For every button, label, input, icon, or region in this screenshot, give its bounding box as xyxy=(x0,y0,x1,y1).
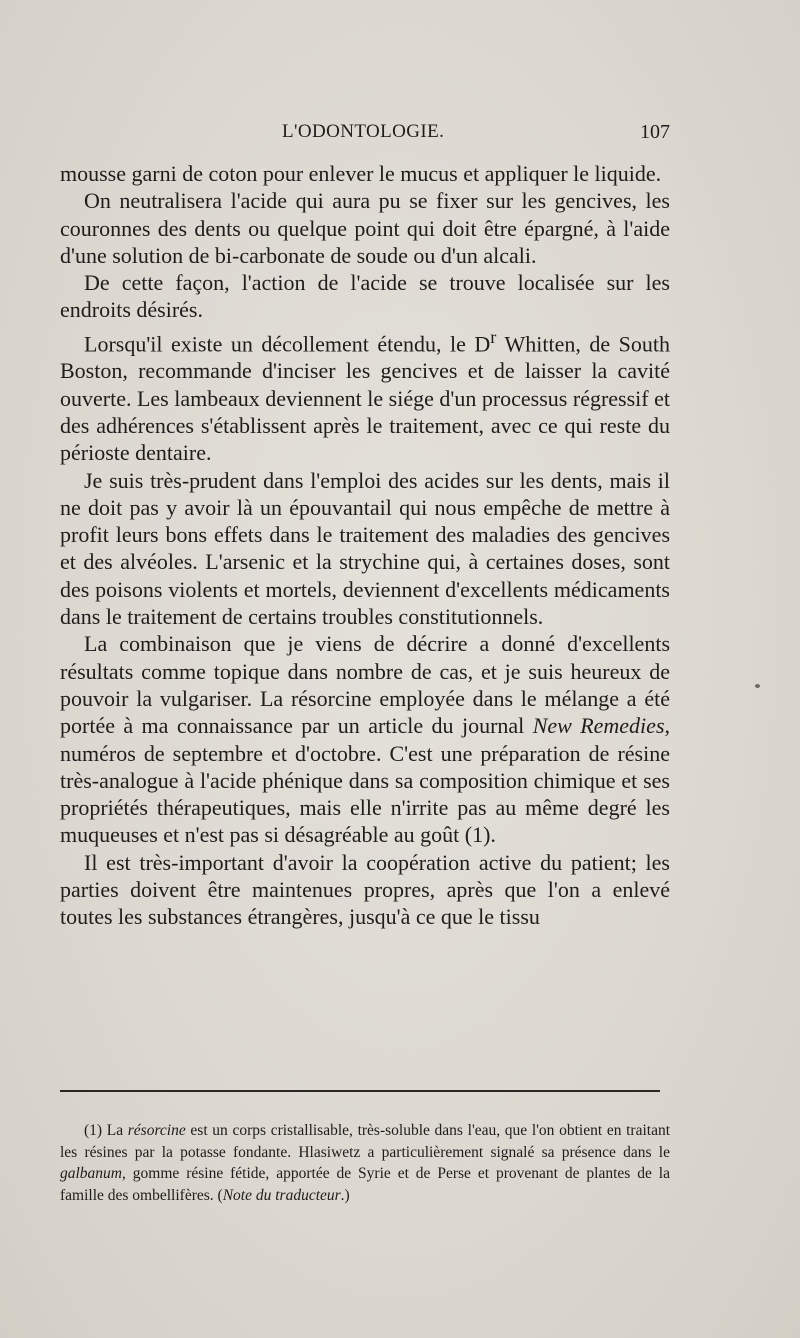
paper-speck xyxy=(755,684,760,688)
paragraph xyxy=(60,467,670,631)
text-segment: De cette façon, l'action de l'acide se trouve localisée sur les endroits désirés. xyxy=(60,270,670,323)
text-segment: (1) La xyxy=(84,1122,128,1139)
text-segment: La combinaison que je viens de décrire a donné d'excellents résultats comme topique dans nombre de cas, et je suis heureux de pouvoir la vulgariser. La résorcine employée dans le mélange a été portée à ma connaissance par un article du journal xyxy=(60,631,670,739)
text-segment: .) xyxy=(340,1186,350,1204)
paragraph xyxy=(60,269,670,324)
italic-term: galbanum xyxy=(60,1165,122,1182)
text-segment: Whitten, de South Boston, recommande d'inciser les gencives et de laisser la cavité ouverte. Les lambeaux deviennent le siége d'un processus régressif et des adhérences s'établissent après le traitement, avec ce qui reste du périoste dentaire. xyxy=(60,331,670,466)
italic-term: Note du traducteur xyxy=(222,1186,341,1204)
text-segment: Lorsqu'il existe un décollement étendu, le D xyxy=(84,331,491,357)
paragraph xyxy=(60,187,670,269)
text-segment: est un corps cristallisable, très-soluble dans l'eau, que l'on obtient en traitant les résines par la potasse fondante. Hlasiwetz a particulièrement signalé sa présence dans le xyxy=(60,1122,671,1161)
paragraph xyxy=(60,324,670,467)
body-text xyxy=(60,160,670,931)
paragraph xyxy=(60,630,670,848)
text-segment: Il est très-important d'avoir la coopération active du patient; les parties doivent être maintenues propres, après que l'on a enlevé toutes les substances étrangères, jusqu'à ce que le tissu xyxy=(60,849,670,930)
superscript-text: r xyxy=(490,326,497,347)
journal-title: New Remedies xyxy=(532,713,665,739)
text-segment: , numéros de septembre et d'octobre. C'est une préparation de résine très-analogue à l'acide phénique dans sa composition chimique et ses propriétés thérapeutiques, mais elle n'irrite pas au même degré les muqueuses et n'est pas si désagréable au goût (1). xyxy=(60,713,670,848)
paragraph xyxy=(60,160,670,187)
text-segment: Je suis très-prudent dans l'emploi des acides sur les dents, mais il ne doit pas y avoir là un épouvantail qui nous empêche de mettre à profit leurs bons effets dans le traitement des maladies des gencives et des alvéoles. L'arsenic et la strychine qui, à certaines doses, sont des poisons violents et mortels, deviennent d'excellents médicaments dans le traitement de certains troubles constitutionnels. xyxy=(60,467,670,630)
text-segment: On neutralisera l'acide qui aura pu se fixer sur les gencives, les couronnes des dents ou quelque point qui doit être épargné, à l'aide d'une solution de bi-carbonate de soude ou d'un alcali. xyxy=(60,188,670,268)
text-segment: , gomme résine fétide, apportée de Syrie et de Perse et provenant de plantes de la famille des ombellifères. ( xyxy=(60,1165,670,1204)
text-segment: mousse garni de coton pour enlever le mucus et appliquer le liquide. xyxy=(60,161,662,186)
paragraph xyxy=(60,849,670,931)
italic-term: résorcine xyxy=(127,1122,186,1139)
footnote xyxy=(60,1120,670,1206)
page-header xyxy=(60,121,670,151)
running-title: L'ODONTOLOGIE. xyxy=(282,121,445,142)
page-number: 107 xyxy=(640,121,670,143)
footnote-separator xyxy=(60,1090,660,1092)
